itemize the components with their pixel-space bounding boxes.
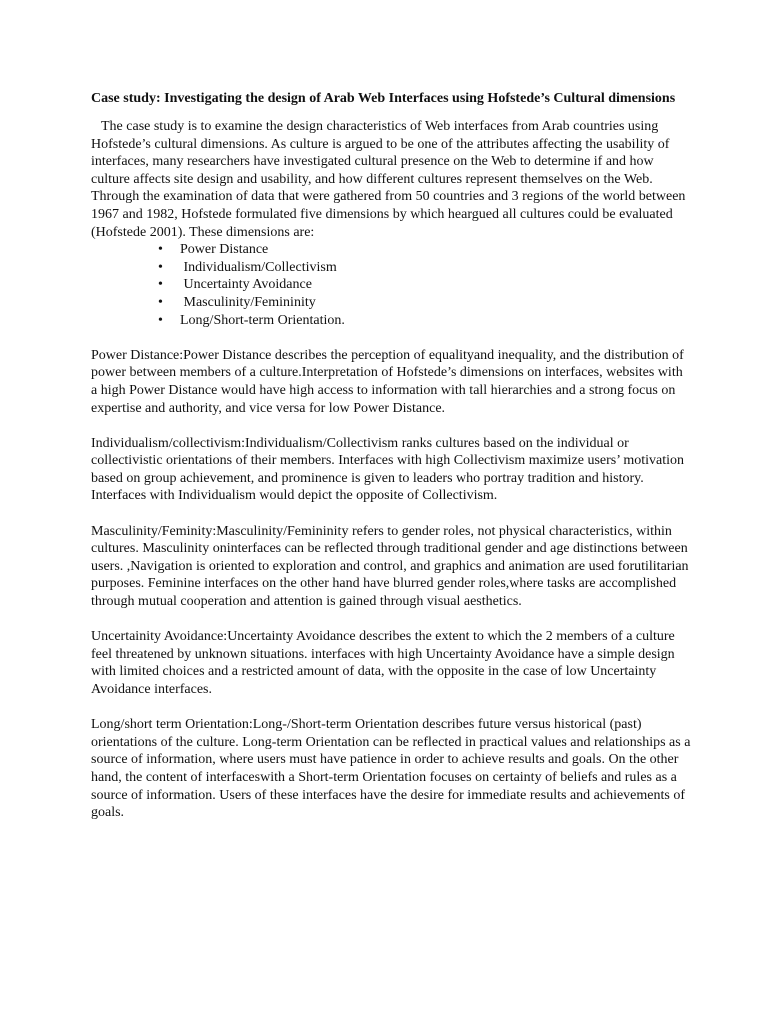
uncertainty-paragraph: Uncertainity Avoidance:Uncertainty Avoidance describes the extent to which the 2 members of a culture feel threatened by unknown situations. interfaces with high Uncertainty Avoidance have a simple design with limited choices and a restricted amount of data, with the opposite in the case of low Uncertainty Avoidance interfaces. [91,629,675,697]
list-item-label: Long/Short-term Orientation. [180,312,345,328]
list-item-uncertainty [158,276,691,294]
bullet-icon: • [158,259,163,275]
bullet-icon: • [158,312,163,328]
individualism-paragraph: Individualism/collectivism:Individualism/Collectivism ranks cultures based on the individual or collectivistic orientations of their members. Interfaces with high Collectivism maximize users’ motivation based on group achievement, and prominence is given to leaders who portray tradition and history. Interfaces with Individualism would depict the opposite of Collectivism. [91,435,685,504]
paragraph-spacer [91,611,691,629]
bullet-icon: • [158,242,163,258]
intro-paragraph: The case study is to examine the design characteristics of Web interfaces from Arab countries using Hofstede’s cultural dimensions. As culture is argued to be one of the attributes affecting the usability of interfaces, many researchers have investigated cultural presence on the Web to determine if and how culture affects site design and usability, and how different cultures represent themselves on the Web. Through the examination of data that were gathered from 50 countries and 3 regions of the world between 1967 and 1982, Hofstede formulated five dimensions by which heargued all cultures could be evaluated (Hofstede 2001). These dimensions are: [91,119,686,240]
document-title: Case study: Investigating the design of Arab Web Interfaces using Hofstede’s Cultural dimensions [91,91,676,106]
power-distance-paragraph: Power Distance:Power Distance describes the perception of equalityand inequality, and the distribution of power between members of a culture.Interpretation of Hofstede’s dimensions on interfaces, websites with a high Power Distance would have high access to information with tall hierarchies and a strong focus on expertise and authority, and vice versa for low Power Distance. [91,347,684,416]
list-item-masculinity [158,294,691,312]
list-item-label: Masculinity/Femininity [180,294,316,310]
list-item-label: Power Distance [180,242,269,258]
document-page [91,88,691,822]
bullet-icon: • [158,277,163,293]
masculinity-paragraph: Masculinity/Feminity:Masculinity/Femininity refers to gender roles, not physical characteristics, within cultures. Masculinity oninterfaces can be reflected through traditional gender and age distinctions between users. ,Navigation is oriented to exploration and control, and graphics and animation are used forutilitarian purposes. Feminine interfaces on the other hand have blurred gender roles,where tasks are accomplished through mutual cooperation and attention is gained through visual aesthetics. [91,523,689,610]
list-item-label: Uncertainty Avoidance [180,277,312,293]
list-item-orientation [158,312,691,330]
orientation-paragraph: Long/short term Orientation:Long-/Short-term Orientation describes future versus historical (past) orientations of the culture. Long-term Orientation can be reflected in practical values and relationships as a source of information, where users must have patience in order to achieve results and goals. On the other hand, the content of interfaceswith a Short-term Orientation focuses on certainty of beliefs and rules as a source of information. Users of these interfaces have the desire for immediate results and achievements of goals. [91,717,691,821]
paragraph-spacer [91,417,691,435]
bullet-icon: • [158,294,163,310]
list-item-label: Individualism/Collectivism [180,259,337,275]
paragraph-spacer [91,329,691,347]
paragraph-spacer [91,699,691,717]
dimensions-list [91,241,691,329]
list-item-individualism [158,259,691,277]
paragraph-spacer [91,505,691,523]
list-item-power-distance [158,241,691,259]
